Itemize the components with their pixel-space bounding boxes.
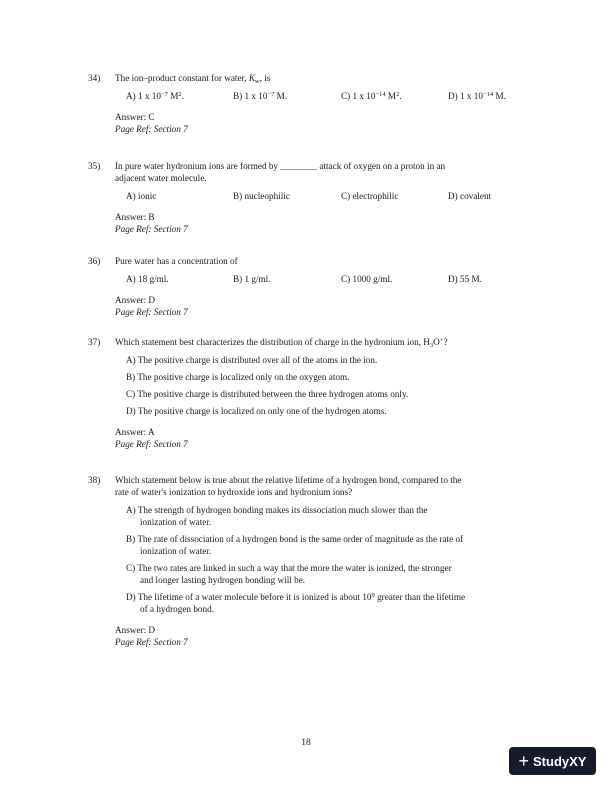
option-b-line-2: ionization of water.	[140, 546, 212, 556]
option-d: D) covalent	[448, 191, 492, 201]
question-stem	[88, 474, 528, 486]
options-list	[88, 354, 528, 417]
stem-text: Which statement below is true about the relative lifetime of a hydrogen bond, compared to the	[115, 475, 462, 485]
option-c: C) The positive charge is distributed between the three hydrogen atoms only.	[126, 389, 409, 399]
option-b: B) The positive charge is localized only on the oxygen atom.	[126, 372, 350, 382]
answer-text: Answer: C	[115, 112, 155, 122]
option-c-line-1: C) The two rates are linked in such a way that the more the water is ionized, the stronger	[126, 563, 452, 573]
option-a-line-2: ionization of water.	[140, 517, 212, 527]
option-d-line-1: D) The lifetime of a water molecule before it is ionized is about $10^9$ greater than the lifetime	[126, 592, 466, 602]
answer-block	[88, 624, 528, 648]
stem-text: Which statement best characterizes the distribution of charge in the hydronium ion, $H_3O^+$?	[115, 337, 448, 349]
logo-text: StudyXY	[533, 753, 587, 769]
stem-text: Pure water has a concentration of	[115, 256, 238, 266]
answer-block	[88, 426, 528, 450]
answer-text: Answer: D	[115, 625, 156, 635]
option-b-line-1: B) The rate of dissociation of a hydrogen bond is the same order of magnitude as the rate of	[126, 534, 464, 544]
question-number: 36)	[88, 256, 101, 266]
option-c	[126, 562, 528, 586]
answer-block	[88, 294, 528, 318]
option-a	[126, 504, 528, 528]
options-row	[126, 90, 528, 102]
question-35	[88, 160, 528, 235]
question-number: 35)	[88, 161, 101, 171]
option-a: A) 1 x $10^{-7}$ $M^2$.	[126, 91, 184, 101]
question-stem	[88, 160, 528, 172]
question-stem	[88, 72, 528, 84]
question-number: 34)	[88, 73, 101, 83]
option-d-line-2: of a hydrogen bond.	[140, 604, 214, 614]
option-b: B) nucleophilic	[233, 191, 290, 201]
question-stem	[88, 336, 528, 348]
question-number: 37)	[88, 337, 101, 347]
option-d: D) 55 M.	[448, 274, 482, 284]
answer-block	[88, 111, 528, 135]
options-row	[126, 273, 528, 285]
page-number: 18	[301, 738, 311, 748]
question-36	[88, 255, 528, 318]
answer-text: Answer: D	[115, 295, 156, 305]
page-ref: Page Ref: Section 7	[115, 637, 188, 647]
question-stem	[88, 255, 528, 267]
option-c-line-2: and longer lasting hydrogen bonding will be.	[140, 575, 306, 585]
option-d: D) The positive charge is localized on only one of the hydrogen atoms.	[126, 406, 387, 416]
question-34	[88, 72, 528, 135]
question-38	[88, 474, 528, 648]
page-ref: Page Ref: Section 7	[115, 439, 188, 449]
options-row	[126, 190, 528, 202]
option-d: D) 1 x $10^{-14}$ M.	[448, 91, 506, 101]
question-number: 38)	[88, 475, 101, 485]
stem-text-continued: adjacent water molecule.	[115, 173, 207, 183]
option-c: C) 1 x $10^{-14}$ $M^2$.	[341, 91, 402, 101]
option-c: C) electrophilic	[341, 191, 399, 201]
options-list	[88, 504, 528, 615]
page-ref: Page Ref: Section 7	[115, 224, 188, 234]
option-a-line-1: A) The strength of hydrogen bonding makes its dissociation much slower than the	[126, 505, 428, 515]
option-b: B) 1 g/ml.	[233, 274, 271, 284]
option-c: C) 1000 g/ml.	[341, 274, 393, 284]
question-37	[88, 336, 528, 450]
option-a: A) The positive charge is distributed over all of the atoms in the ion.	[126, 355, 378, 365]
page-ref: Page Ref: Section 7	[115, 307, 188, 317]
page-ref: Page Ref: Section 7	[115, 124, 188, 134]
stem-text: The ion–product constant for water, $K_w$, is	[115, 73, 271, 85]
answer-text: Answer: A	[115, 427, 155, 437]
option-d	[126, 591, 528, 615]
stem-text-continued: rate of water's ionization to hydroxide ions and hydronium ions?	[115, 487, 353, 497]
answer-text: Answer: B	[115, 212, 155, 222]
option-a: A) ionic	[126, 191, 157, 201]
option-b: B) 1 x $10^{-7}$ M.	[233, 91, 288, 101]
stem-text: In pure water hydronium ions are formed by ________ attack of oxygen on a proton in an	[115, 161, 446, 171]
studyxy-logo	[509, 747, 596, 775]
option-b	[126, 533, 528, 557]
option-a: A) 18 g/ml.	[126, 274, 169, 284]
plus-icon: +	[518, 751, 530, 771]
answer-block	[88, 211, 528, 235]
